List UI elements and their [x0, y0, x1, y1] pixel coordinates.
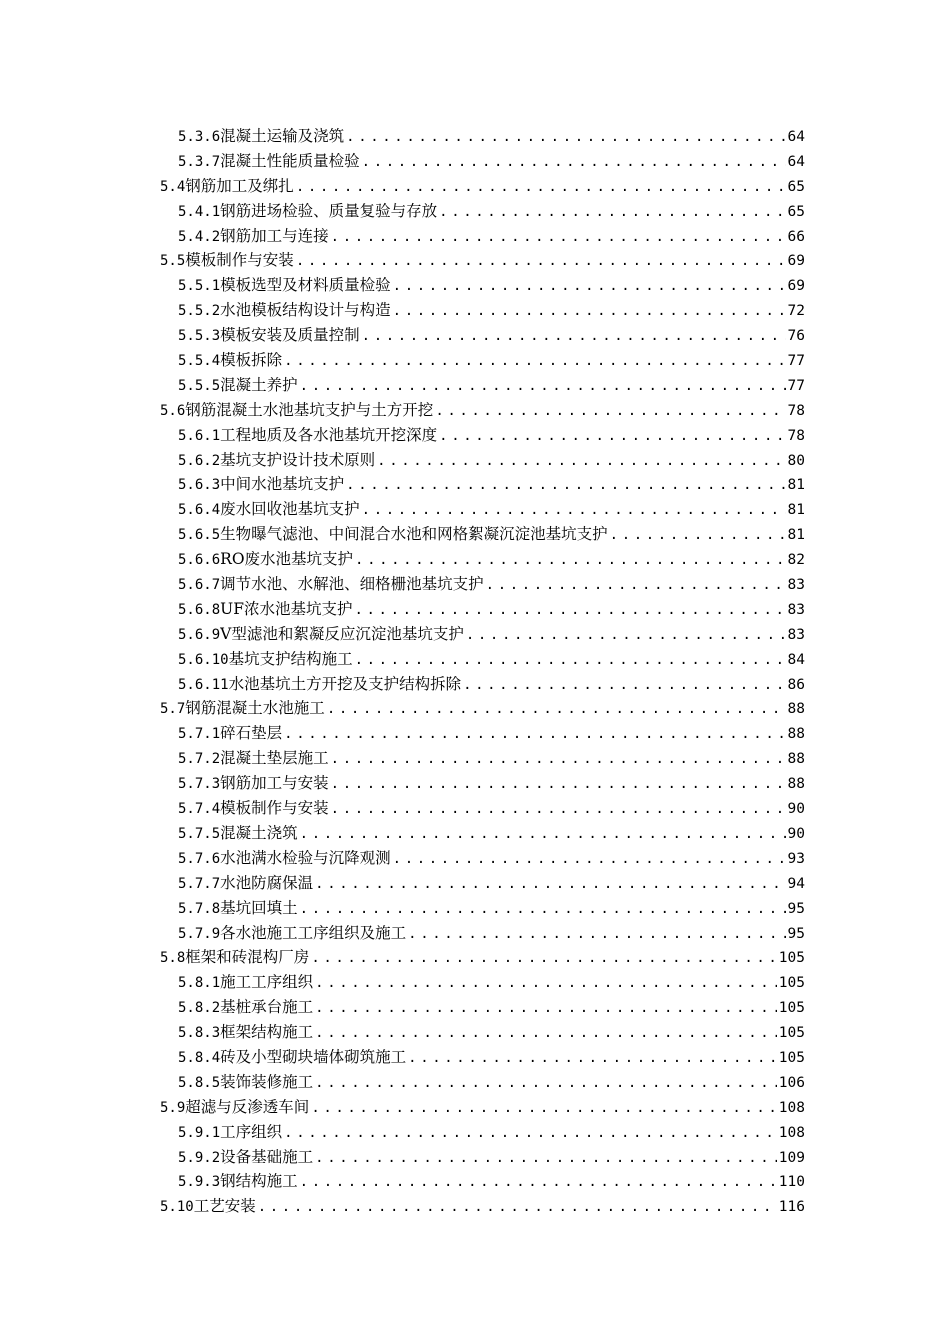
toc-dot-leader: [296, 175, 786, 199]
toc-entry-page: 95: [787, 925, 805, 942]
toc-entry-page: 83: [787, 577, 805, 594]
toc-entry-page: 88: [787, 701, 805, 718]
toc-entry-page: 81: [787, 502, 805, 519]
toc-entry-number: 5.4.2: [178, 228, 221, 245]
toc-entry-number: 5.3.6: [178, 129, 221, 145]
toc-dot-leader: [439, 200, 785, 224]
toc-entry-number: 5.10: [160, 1199, 194, 1216]
toc-entry-page: 77: [787, 377, 805, 394]
toc-entry-page: 80: [787, 452, 805, 469]
toc-entry-page: 78: [787, 427, 805, 444]
toc-dot-leader: [466, 623, 786, 647]
toc-dot-leader: [311, 946, 776, 970]
toc-entry[interactable]: [0, 622, 950, 647]
toc-entry[interactable]: [0, 672, 950, 697]
toc-entry[interactable]: [0, 821, 950, 846]
toc-entry-page: 69: [787, 278, 805, 295]
toc-entry[interactable]: [0, 871, 950, 896]
toc-entry-number: 5.5.2: [178, 303, 221, 320]
toc-entry[interactable]: [0, 921, 950, 946]
toc-entry[interactable]: [0, 796, 950, 821]
toc-dot-leader: [377, 449, 785, 473]
toc-entry-page: 106: [778, 1074, 805, 1091]
toc-entry-title: 各水池施工工序组织及施工: [220, 923, 407, 942]
toc-entry-page: 108: [778, 1124, 805, 1141]
toc-entry-title: 框架结构施工: [220, 1023, 314, 1042]
toc-entry[interactable]: [0, 124, 950, 149]
toc-entry-page: 110: [778, 1174, 805, 1191]
toc-entry-page: 65: [787, 203, 805, 220]
toc-entry[interactable]: [0, 1070, 950, 1095]
toc-dot-leader: [258, 1195, 777, 1219]
toc-entry-title: 模板制作与安装: [220, 799, 329, 818]
toc-entry-title: 模板安装及质量控制: [220, 326, 360, 345]
toc-dot-leader: [284, 1121, 777, 1145]
toc-entry-page: 95: [787, 900, 805, 917]
toc-dot-leader: [315, 1021, 777, 1045]
toc-dot-leader: [331, 797, 786, 821]
toc-entry[interactable]: [0, 248, 950, 273]
toc-entry[interactable]: [0, 199, 950, 224]
toc-entry-page: 83: [787, 626, 805, 643]
toc-entry-page: 105: [778, 1000, 805, 1017]
toc-entry-number: 5.6.8: [178, 601, 221, 618]
toc-entry-page: 105: [778, 1025, 805, 1042]
toc-entry-number: 5.8.5: [178, 1074, 221, 1091]
toc-dot-leader: [393, 299, 786, 323]
toc-entry[interactable]: [0, 647, 950, 672]
toc-dot-leader: [284, 722, 785, 746]
toc-entry-title: 水池基坑土方开挖及支护结构拆除: [228, 674, 462, 693]
toc-entry-title: 装饰装修施工: [220, 1072, 314, 1091]
toc-entry[interactable]: [0, 174, 950, 199]
toc-dot-leader: [296, 249, 786, 273]
toc-entry-number: 5.6.1: [178, 427, 221, 444]
toc-entry[interactable]: [0, 945, 950, 970]
toc-entry-title: 工程地质及各水池基坑开挖深度: [220, 425, 438, 444]
toc-dot-leader: [463, 673, 785, 697]
toc-entry[interactable]: [0, 1120, 950, 1145]
toc-dot-leader: [439, 424, 785, 448]
toc-entry-number: 5.6.3: [178, 477, 221, 494]
toc-dot-leader: [354, 598, 785, 622]
toc-entry-title: 混凝土运输及浇筑: [220, 127, 345, 145]
toc-entry-number: 5.7.7: [178, 875, 221, 892]
toc-dot-leader: [331, 747, 786, 771]
toc-entry-page: 78: [787, 402, 805, 419]
toc-entry-number: 5.6.6: [178, 552, 221, 569]
toc-entry-number: 5.8.3: [178, 1025, 221, 1042]
toc-entry-number: 5.8.2: [178, 1000, 221, 1017]
toc-entry[interactable]: [0, 597, 950, 622]
toc-dot-leader: [300, 897, 786, 921]
toc-entry[interactable]: [0, 448, 950, 473]
toc-entry-page: 83: [787, 601, 805, 618]
toc-entry-number: 5.4: [160, 178, 186, 195]
toc-entry-title: 设备基础施工: [220, 1147, 314, 1166]
toc-entry-page: 88: [787, 776, 805, 793]
toc-dot-leader: [408, 922, 785, 946]
toc-entry-number: 5.5.4: [178, 353, 221, 370]
toc-entry-title: V型滤池和絮凝反应沉淀池基坑支护: [220, 624, 464, 643]
toc-entry-title: 工序组织: [220, 1122, 283, 1141]
toc-entry-number: 5.7.3: [178, 776, 221, 793]
toc-entry-title: 生物曝气滤池、中间混合水池和网格絮凝沉淀池基坑支护: [220, 525, 608, 544]
toc-entry-number: 5.8: [160, 950, 186, 967]
toc-entry-page: 81: [787, 527, 805, 544]
toc-dot-leader: [408, 1046, 777, 1070]
toc-entry-title: 钢筋混凝土水池基坑支护与土方开挖: [185, 400, 434, 419]
toc-entry-title: 混凝土浇筑: [220, 823, 298, 842]
toc-entry-title: 超滤与反渗透车间: [185, 1097, 310, 1116]
toc-entry-title: 钢结构施工: [220, 1172, 298, 1191]
toc-entry-page: 94: [787, 875, 805, 892]
toc-entry-title: 基桩承台施工: [220, 998, 314, 1017]
toc-entry-number: 5.5.3: [178, 328, 221, 345]
toc-entry-number: 5.6.10: [178, 651, 229, 668]
toc-entry-title: 模板拆除: [220, 351, 283, 370]
toc-entry-number: 5.4.1: [178, 203, 221, 220]
toc-dot-leader: [355, 648, 786, 672]
toc-entry[interactable]: [0, 323, 950, 348]
toc-entry[interactable]: [0, 398, 950, 423]
toc-entry-title: UF浓水池基坑支护: [220, 599, 353, 618]
toc-entry[interactable]: [0, 547, 950, 572]
toc-entry-number: 5.7.9: [178, 925, 221, 942]
toc-entry[interactable]: [0, 1095, 950, 1120]
toc-entry-number: 5.7.1: [178, 726, 221, 743]
toc-dot-leader: [300, 1170, 777, 1194]
toc-dot-leader: [315, 872, 785, 896]
toc-entry[interactable]: [0, 721, 950, 746]
toc-entry-page: 69: [787, 253, 805, 270]
toc-dot-leader: [435, 399, 785, 423]
toc-entry-title: 框架和砖混构厂房: [185, 948, 310, 967]
toc-entry-number: 5.7.4: [178, 801, 221, 818]
toc-entry-title: 模板制作与安装: [185, 251, 294, 270]
toc-entry-page: 90: [787, 801, 805, 818]
toc-entry-number: 5.9.3: [178, 1174, 221, 1191]
toc-entry[interactable]: [0, 522, 950, 547]
toc-entry[interactable]: [0, 846, 950, 871]
toc-entry-number: 5.7.5: [178, 825, 221, 842]
toc-entry-number: 5.9.1: [178, 1124, 221, 1141]
toc-entry[interactable]: [0, 224, 950, 249]
toc-entry-number: 5.6: [160, 402, 186, 419]
toc-entry-title: 基坑回填土: [220, 898, 298, 917]
toc-entry-title: 施工工序组织: [220, 973, 314, 992]
toc-entry[interactable]: [0, 423, 950, 448]
toc-dot-leader: [311, 1096, 776, 1120]
toc-dot-leader: [284, 349, 785, 373]
toc-entry-number: 5.9: [160, 1099, 186, 1116]
toc-entry-page: 72: [787, 303, 805, 320]
toc-entry-title: 模板选型及材料质量检验: [220, 276, 391, 295]
toc-entry-number: 5.8.1: [178, 975, 221, 992]
toc-entry-page: 86: [787, 676, 805, 693]
toc-entry-number: 5.5: [160, 253, 186, 270]
toc-entry-number: 5.7: [160, 701, 186, 718]
toc-entry-number: 5.8.4: [178, 1049, 221, 1066]
toc-entry-page: 66: [787, 228, 805, 245]
toc-entry[interactable]: [0, 696, 950, 721]
toc-entry-number: 5.6.7: [178, 577, 221, 594]
toc-dot-leader: [346, 473, 785, 497]
toc-entry-title: 基坑支护结构施工: [228, 649, 353, 668]
toc-dot-leader: [362, 150, 786, 174]
toc-entry-title: 钢筋加工与连接: [220, 226, 329, 245]
toc-entry[interactable]: [0, 348, 950, 373]
toc-entry[interactable]: [0, 497, 950, 522]
toc-entry-number: 5.9.2: [178, 1149, 221, 1166]
toc-entry-title: 工艺安装: [193, 1197, 256, 1216]
toc-entry-page: 105: [778, 950, 805, 967]
toc-entry[interactable]: [0, 572, 950, 597]
toc-entry-number: 5.5.1: [178, 278, 221, 295]
toc-dot-leader: [486, 573, 786, 597]
toc-dot-leader: [362, 498, 786, 522]
toc-entry-title: 钢筋加工与安装: [220, 774, 329, 793]
toc-entry-number: 5.7.2: [178, 751, 221, 768]
toc-dot-leader: [315, 971, 777, 995]
toc-entry-page: 109: [778, 1149, 805, 1166]
toc-entry-page: 76: [787, 328, 805, 345]
toc-entry-page: 81: [787, 477, 805, 494]
toc-entry-page: 84: [787, 651, 805, 668]
toc-entry[interactable]: [0, 373, 950, 398]
toc-entry[interactable]: [0, 1045, 950, 1070]
toc-entry-page: 88: [787, 751, 805, 768]
toc-entry-title: 水池防腐保温: [220, 873, 314, 892]
toc-entry-page: 64: [787, 129, 805, 145]
toc-entry-title: 混凝土性能质量检验: [220, 151, 360, 170]
toc-entry[interactable]: [0, 1194, 950, 1219]
toc-entry-number: 5.5.5: [178, 377, 221, 394]
toc-entry-title: 混凝土养护: [220, 375, 298, 394]
toc-entry-number: 5.6.11: [178, 676, 229, 693]
toc-entry[interactable]: [0, 970, 950, 995]
toc-entry-title: 混凝土垫层施工: [220, 749, 329, 768]
toc-entry-title: 调节水池、水解池、细格栅池基坑支护: [220, 575, 484, 594]
toc-entry[interactable]: [0, 896, 950, 921]
toc-entry-page: 108: [778, 1099, 805, 1116]
toc-dot-leader: [355, 548, 785, 572]
toc-dot-leader: [346, 125, 785, 149]
toc-entry-number: 5.6.2: [178, 452, 221, 469]
toc-entry-number: 5.7.8: [178, 900, 221, 917]
toc-dot-leader: [315, 996, 777, 1020]
toc-entry-page: 93: [787, 850, 805, 867]
toc-entry-page: 65: [787, 178, 805, 195]
toc-entry-title: 碎石垫层: [220, 724, 283, 743]
toc-entry-page: 64: [787, 153, 805, 170]
toc-dot-leader: [315, 1071, 777, 1095]
toc-entry[interactable]: [0, 1169, 950, 1194]
toc-dot-leader: [610, 523, 786, 547]
toc-entry-page: 90: [787, 825, 805, 842]
toc-entry-number: 5.7.6: [178, 850, 221, 867]
toc-entry[interactable]: [0, 746, 950, 771]
toc-dot-leader: [315, 1146, 777, 1170]
toc-entry-title: 废水回收池基坑支护: [220, 500, 360, 519]
toc-entry-title: 水池满水检验与沉降观测: [220, 848, 391, 867]
toc-entry-page: 105: [778, 1049, 805, 1066]
toc-dot-leader: [300, 374, 786, 398]
toc-dot-leader: [393, 274, 786, 298]
toc-entry[interactable]: [0, 472, 950, 497]
toc-entry[interactable]: [0, 995, 950, 1020]
toc-entry-number: 5.6.5: [178, 527, 221, 544]
toc-entry-page: 77: [787, 353, 805, 370]
toc-entry-page: 116: [778, 1199, 805, 1216]
toc-entry-page: 82: [787, 552, 805, 569]
toc-entry-number: 5.3.7: [178, 153, 221, 170]
toc-entry[interactable]: [0, 149, 950, 174]
toc-dot-leader: [327, 697, 786, 721]
toc-dot-leader: [393, 847, 786, 871]
toc-entry-title: 中间水池基坑支护: [220, 475, 345, 494]
toc-entry-title: 钢筋加工及绑扎: [185, 176, 294, 195]
toc-entry-title: 钢筋混凝土水池施工: [185, 699, 325, 718]
toc-entry-page: 88: [787, 726, 805, 743]
toc-entry-title: 砖及小型砌块墙体砌筑施工: [220, 1047, 407, 1066]
toc-dot-leader: [300, 822, 786, 846]
toc-entry[interactable]: [0, 771, 950, 796]
toc-entry-number: 5.6.4: [178, 502, 221, 519]
toc-entry[interactable]: [0, 1020, 950, 1045]
toc-entry-title: RO废水池基坑支护: [220, 550, 354, 569]
toc-entry[interactable]: [0, 273, 950, 298]
toc-entry-page: 105: [778, 975, 805, 992]
toc-entry[interactable]: [0, 298, 950, 323]
toc-dot-leader: [331, 772, 786, 796]
toc-entry-title: 钢筋进场检验、质量复验与存放: [220, 201, 438, 220]
toc-dot-leader: [331, 225, 786, 249]
toc-dot-leader: [362, 324, 786, 348]
toc-entry-title: 基坑支护设计技术原则: [220, 450, 376, 469]
toc-entry[interactable]: [0, 1145, 950, 1170]
table-of-contents: [0, 124, 950, 1219]
toc-entry-title: 水池模板结构设计与构造: [220, 301, 391, 320]
toc-entry-number: 5.6.9: [178, 626, 221, 643]
